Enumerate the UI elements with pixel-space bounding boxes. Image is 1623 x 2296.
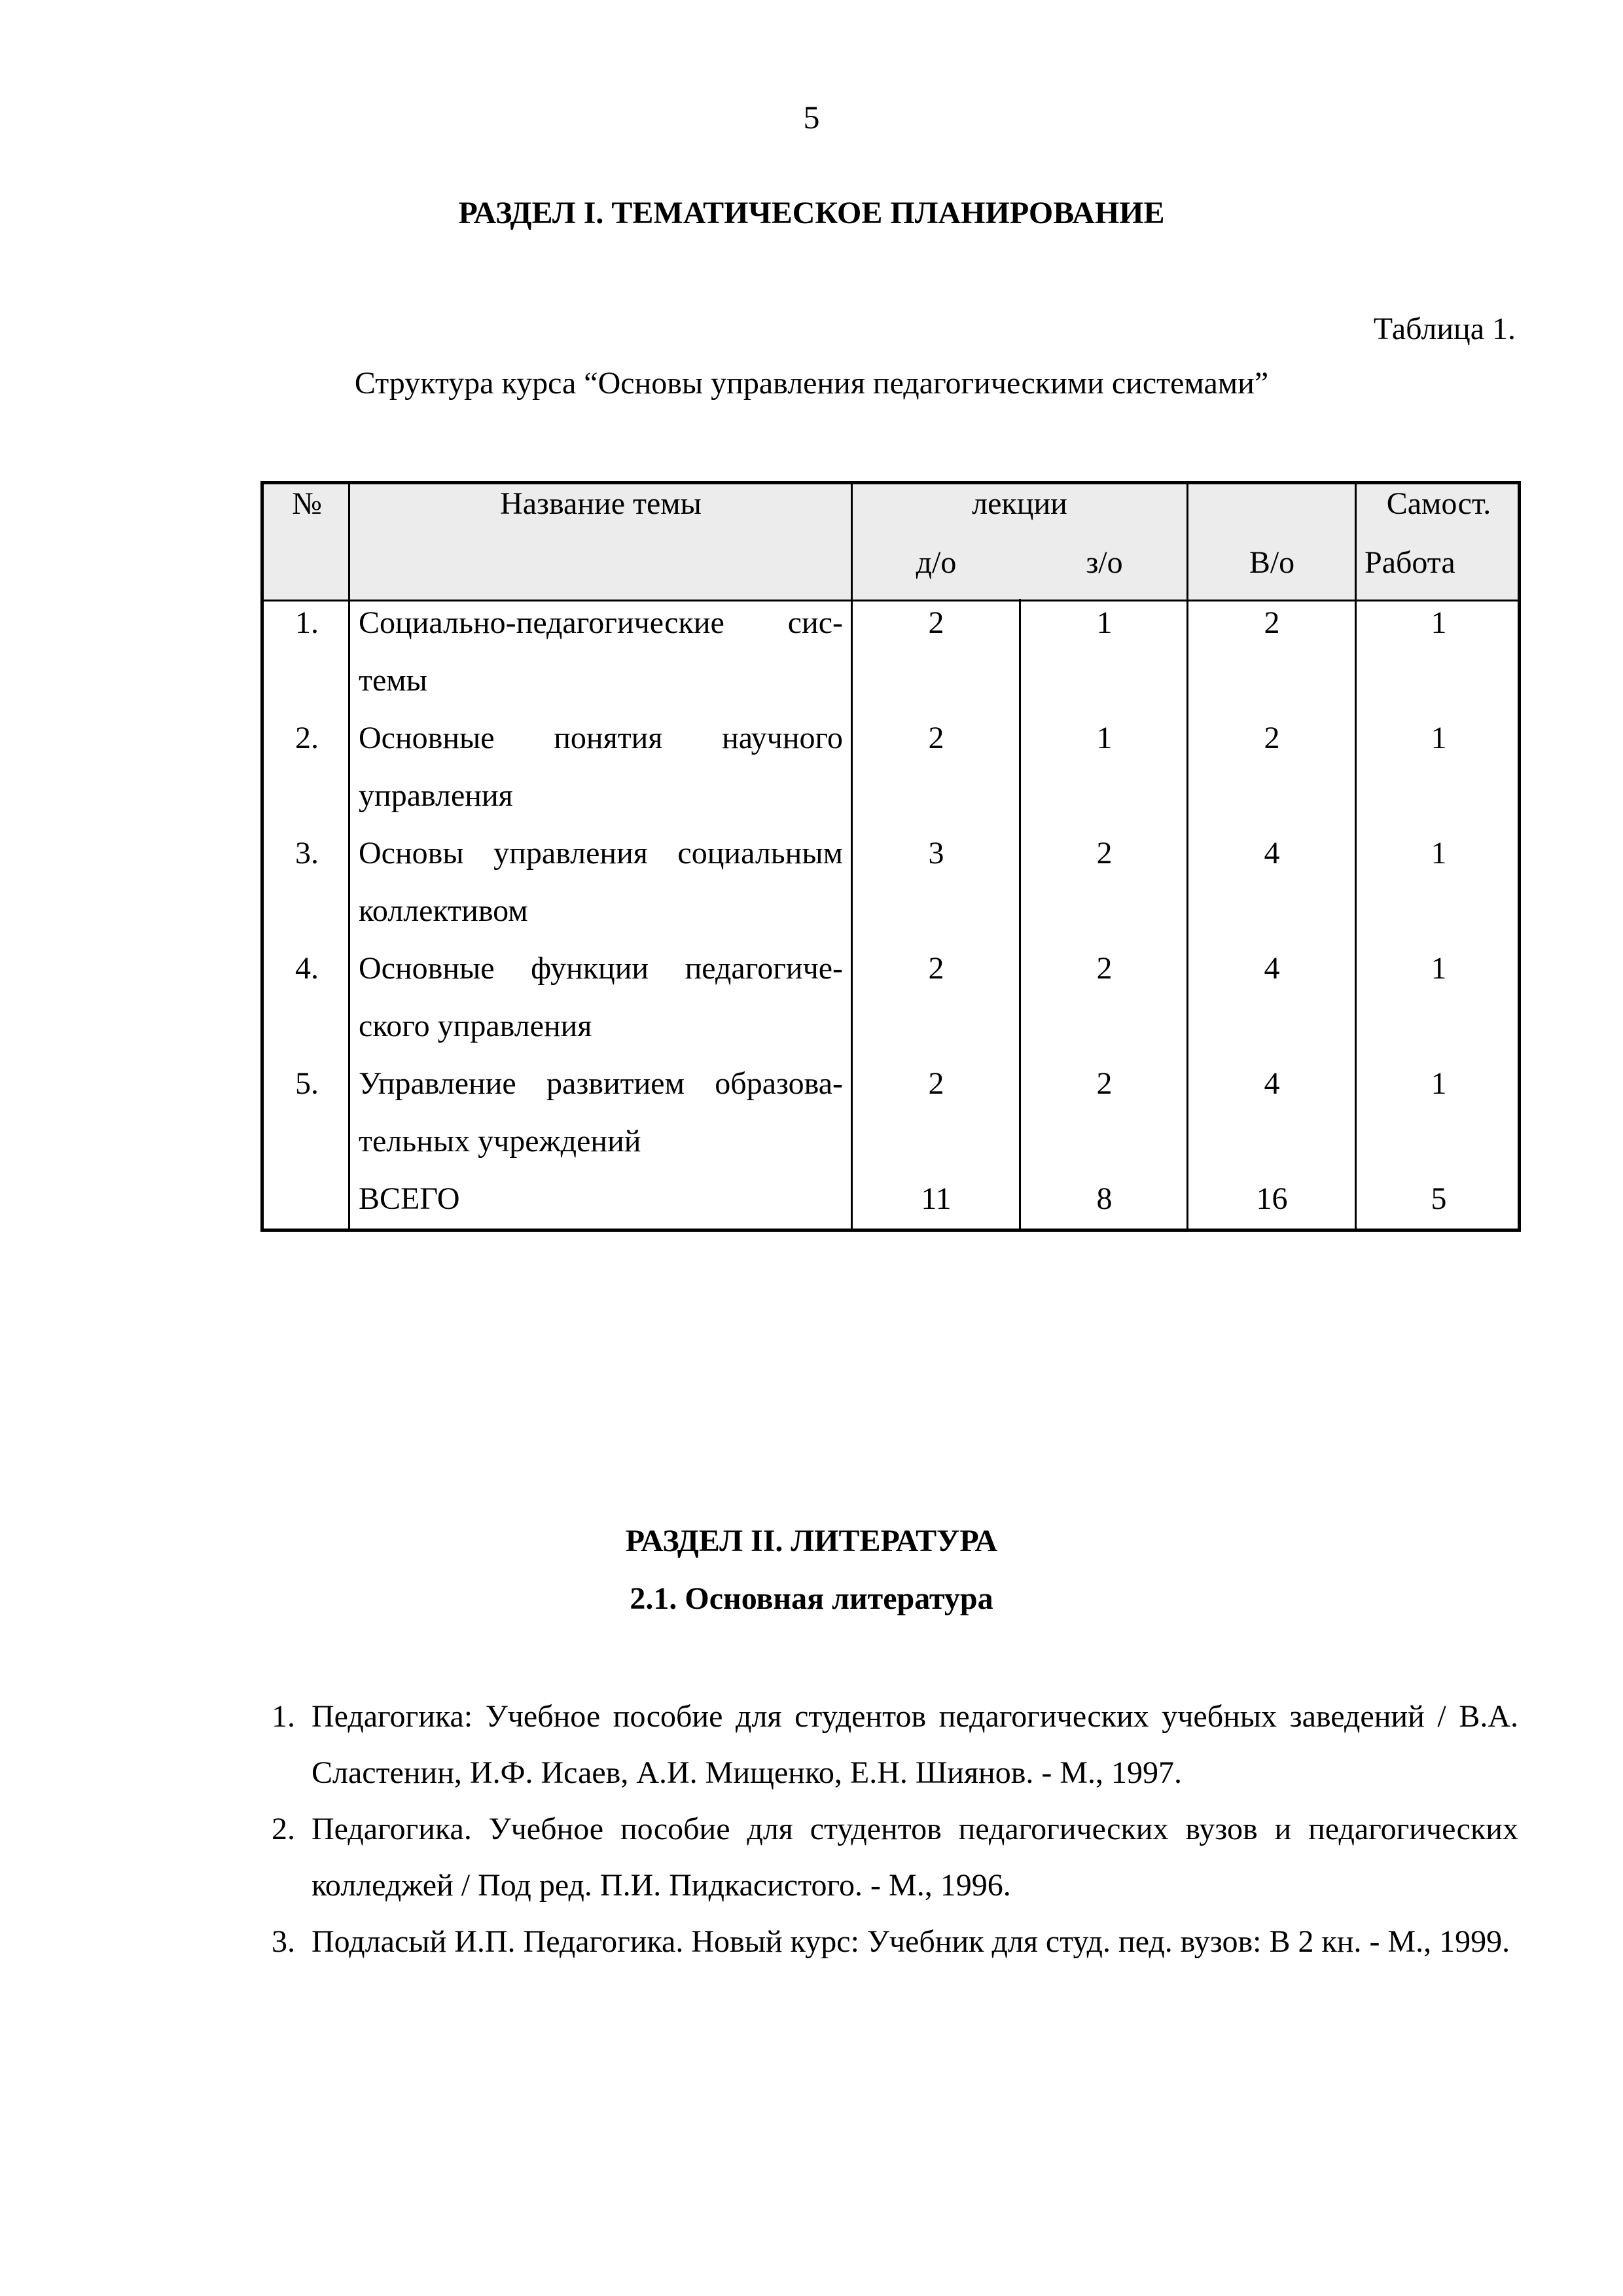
row-topic-cont: управления <box>359 778 513 813</box>
total-do: 11 <box>921 1181 952 1216</box>
total-vo: 16 <box>1256 1181 1288 1216</box>
row-do: 2 <box>928 605 944 640</box>
list-item <box>262 1689 1518 1801</box>
list-item <box>262 1801 1518 1914</box>
table-label: Таблица 1. <box>1373 312 1516 346</box>
header-vo: В/о <box>1249 545 1295 580</box>
row-do: 2 <box>928 721 944 755</box>
list-item-text: Педагогика: Учебное пособие для студентов педагогических учебных заведений / В.А. Сластенин, И.Ф. Исаев, А.И. Мищенко, Е.Н. Шиянов. - М., 1997. <box>312 1699 1518 1790</box>
row-topic-cont: темы <box>359 663 427 698</box>
row-sr: 1 <box>1431 951 1447 986</box>
total-sr: 5 <box>1431 1181 1447 1216</box>
row-num: 1. <box>295 605 319 640</box>
row-topic: Основные понятия научного <box>359 721 843 755</box>
row-zo: 2 <box>1096 1066 1113 1101</box>
row-topic-cont: тельных учреждений <box>359 1124 641 1158</box>
list-item-text: Педагогика. Учебное пособие для студентов педагогических вузов и педагогических колледжей / Под ред. П.И. Пидкасистого. - М., 1996. <box>312 1812 1518 1903</box>
header-do: д/о <box>916 545 957 580</box>
list-item-number: 2. <box>272 1812 295 1846</box>
row-num: 2. <box>295 721 319 755</box>
header-self-2: Работа <box>1364 545 1455 580</box>
total-zo: 8 <box>1096 1181 1113 1216</box>
section-1-title: РАЗДЕЛ I. ТЕМАТИЧЕСКОЕ ПЛАНИРОВАНИЕ <box>458 196 1165 230</box>
row-do: 3 <box>928 836 944 870</box>
list-item-number: 3. <box>272 1924 295 1959</box>
literature-list <box>262 1689 1518 1970</box>
row-topic-cont: ского управления <box>359 1009 592 1043</box>
list-item-number: 1. <box>272 1699 295 1734</box>
row-sr: 1 <box>1431 1066 1447 1101</box>
row-num: 3. <box>295 836 319 870</box>
total-label: ВСЕГО <box>359 1181 460 1216</box>
row-vo: 4 <box>1264 951 1280 986</box>
row-num: 4. <box>295 951 319 986</box>
row-do: 2 <box>928 1066 944 1101</box>
table-title: Структура курса “Основы управления педагогическими системами” <box>354 366 1269 401</box>
row-vo: 4 <box>1264 836 1280 870</box>
row-vo: 2 <box>1264 605 1280 640</box>
header-self-1: Самост. <box>1386 486 1491 521</box>
row-zo: 1 <box>1096 721 1113 755</box>
row-num: 5. <box>295 1066 319 1101</box>
subsection-title: 2.1. Основная литература <box>630 1581 993 1616</box>
row-sr: 1 <box>1431 721 1447 755</box>
row-zo: 2 <box>1096 836 1113 870</box>
column-divider <box>1019 599 1021 1229</box>
row-zo: 2 <box>1096 951 1113 986</box>
page-number: 5 <box>803 99 820 135</box>
row-vo: 2 <box>1264 721 1280 755</box>
row-topic: Основные функции педагогиче- <box>359 951 843 986</box>
row-zo: 1 <box>1096 605 1113 640</box>
row-topic: Основы управления социальным <box>359 836 843 870</box>
header-topic: Название темы <box>500 486 702 521</box>
row-vo: 4 <box>1264 1066 1280 1101</box>
header-num: № <box>292 486 322 521</box>
header-zo: з/о <box>1086 545 1123 580</box>
row-do: 2 <box>928 951 944 986</box>
row-topic-cont: коллективом <box>359 893 528 928</box>
section-2-title: РАЗДЕЛ II. ЛИТЕРАТУРА <box>625 1524 998 1558</box>
list-item <box>262 1914 1518 1970</box>
row-sr: 1 <box>1431 605 1447 640</box>
header-divider <box>264 600 1518 601</box>
course-structure-table <box>260 481 1521 1232</box>
header-lectures: лекции <box>972 486 1067 521</box>
row-sr: 1 <box>1431 836 1447 870</box>
row-topic: Управление развитием образова- <box>359 1066 843 1101</box>
row-topic: Социально-педагогические сис- <box>359 605 843 640</box>
list-item-text: Подласый И.П. Педагогика. Новый курс: Учебник для студ. пед. вузов: В 2 кн. - М., 1999. <box>312 1924 1510 1959</box>
